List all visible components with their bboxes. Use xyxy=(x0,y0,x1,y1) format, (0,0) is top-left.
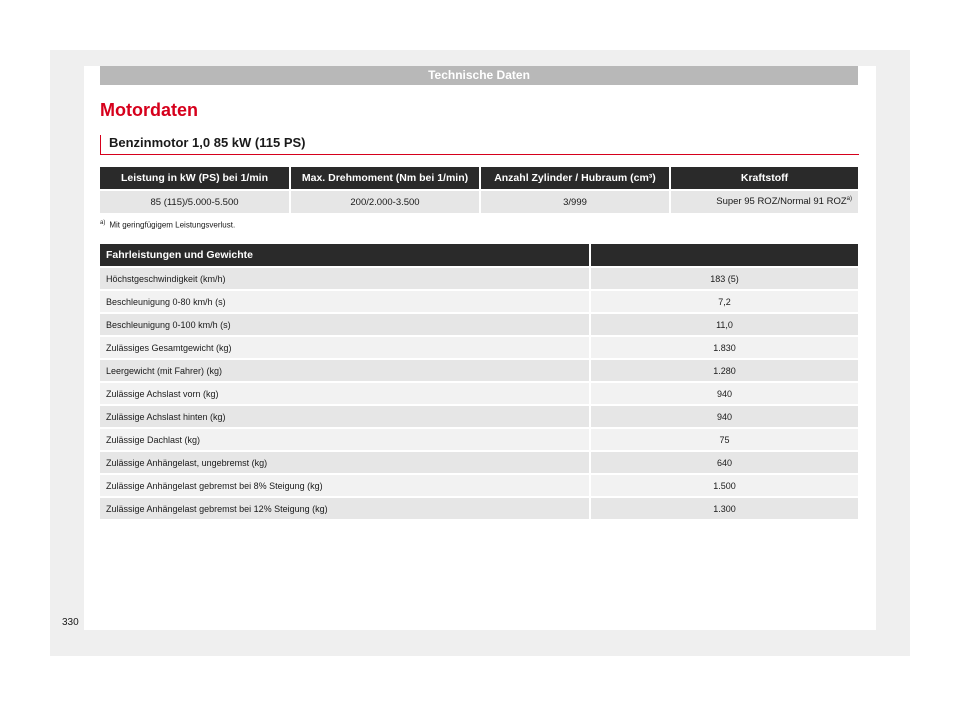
row-label: Höchstgeschwindigkeit (km/h) xyxy=(100,267,590,290)
row-value: 7,2 xyxy=(590,290,858,313)
row-label: Zulässige Achslast hinten (kg) xyxy=(100,405,590,428)
engine-cell-fuel-text: Super 95 ROZ/Normal 91 ROZ xyxy=(716,196,847,208)
engine-cell-fuel-note: a) xyxy=(846,196,852,203)
row-value: 1.830 xyxy=(590,336,858,359)
table-row xyxy=(100,405,858,428)
engine-cell-torque: 200/2.000-3.500 xyxy=(290,190,480,213)
table-row xyxy=(100,336,858,359)
footnote xyxy=(100,220,235,230)
row-value: 640 xyxy=(590,451,858,474)
row-label: Zulässige Anhängelast gebremst bei 8% Steigung (kg) xyxy=(100,474,590,497)
row-label: Zulässige Achslast vorn (kg) xyxy=(100,382,590,405)
table-row xyxy=(100,428,858,451)
engine-header-torque: Max. Drehmoment (Nm bei 1/min) xyxy=(290,167,480,190)
row-value: 940 xyxy=(590,382,858,405)
page-number: 330 xyxy=(62,617,79,628)
subtitle-rule xyxy=(100,135,859,155)
row-label: Zulässige Anhängelast gebremst bei 12% Steigung (kg) xyxy=(100,497,590,519)
engine-subtitle: Benzinmotor 1,0 85 kW (115 PS) xyxy=(109,135,306,150)
engine-table-row xyxy=(100,190,858,213)
table-row xyxy=(100,451,858,474)
chapter-header: Technische Daten xyxy=(100,66,858,85)
engine-cell-power: 85 (115)/5.000-5.500 xyxy=(100,190,290,213)
table-row xyxy=(100,474,858,497)
table-row xyxy=(100,290,858,313)
row-label: Zulässiges Gesamtgewicht (kg) xyxy=(100,336,590,359)
table-row xyxy=(100,313,858,336)
row-label: Zulässige Dachlast (kg) xyxy=(100,428,590,451)
row-value: 11,0 xyxy=(590,313,858,336)
row-label: Beschleunigung 0-80 km/h (s) xyxy=(100,290,590,313)
table-row xyxy=(100,359,858,382)
engine-header-power: Leistung in kW (PS) bei 1/min xyxy=(100,167,290,190)
performance-table xyxy=(100,244,858,519)
engine-table xyxy=(100,167,858,213)
row-value: 940 xyxy=(590,405,858,428)
table-row xyxy=(100,497,858,519)
table-row xyxy=(100,267,858,290)
engine-table-header-row xyxy=(100,167,858,190)
footnote-mark: a) xyxy=(100,220,106,226)
engine-header-cylinders: Anzahl Zylinder / Hubraum (cm³) xyxy=(480,167,670,190)
row-value: 1.300 xyxy=(590,497,858,519)
row-label: Leergewicht (mit Fahrer) (kg) xyxy=(100,359,590,382)
row-value: 75 xyxy=(590,428,858,451)
row-label: Zulässige Anhängelast, ungebremst (kg) xyxy=(100,451,590,474)
engine-header-fuel: Kraftstoff xyxy=(670,167,858,190)
row-value: 1.500 xyxy=(590,474,858,497)
row-value: 1.280 xyxy=(590,359,858,382)
row-label: Beschleunigung 0-100 km/h (s) xyxy=(100,313,590,336)
performance-body xyxy=(100,267,858,519)
performance-header-row xyxy=(100,244,858,267)
engine-cell-fuel xyxy=(670,190,858,213)
footnote-text: Mit geringfügigem Leistungsverlust. xyxy=(109,220,236,230)
row-value: 183 (5) xyxy=(590,267,858,290)
performance-header: Fahrleistungen und Gewichte xyxy=(100,244,590,267)
engine-cell-cylinders: 3/999 xyxy=(480,190,670,213)
performance-header-blank xyxy=(590,244,858,267)
table-row xyxy=(100,382,858,405)
section-title: Motordaten xyxy=(100,100,198,120)
